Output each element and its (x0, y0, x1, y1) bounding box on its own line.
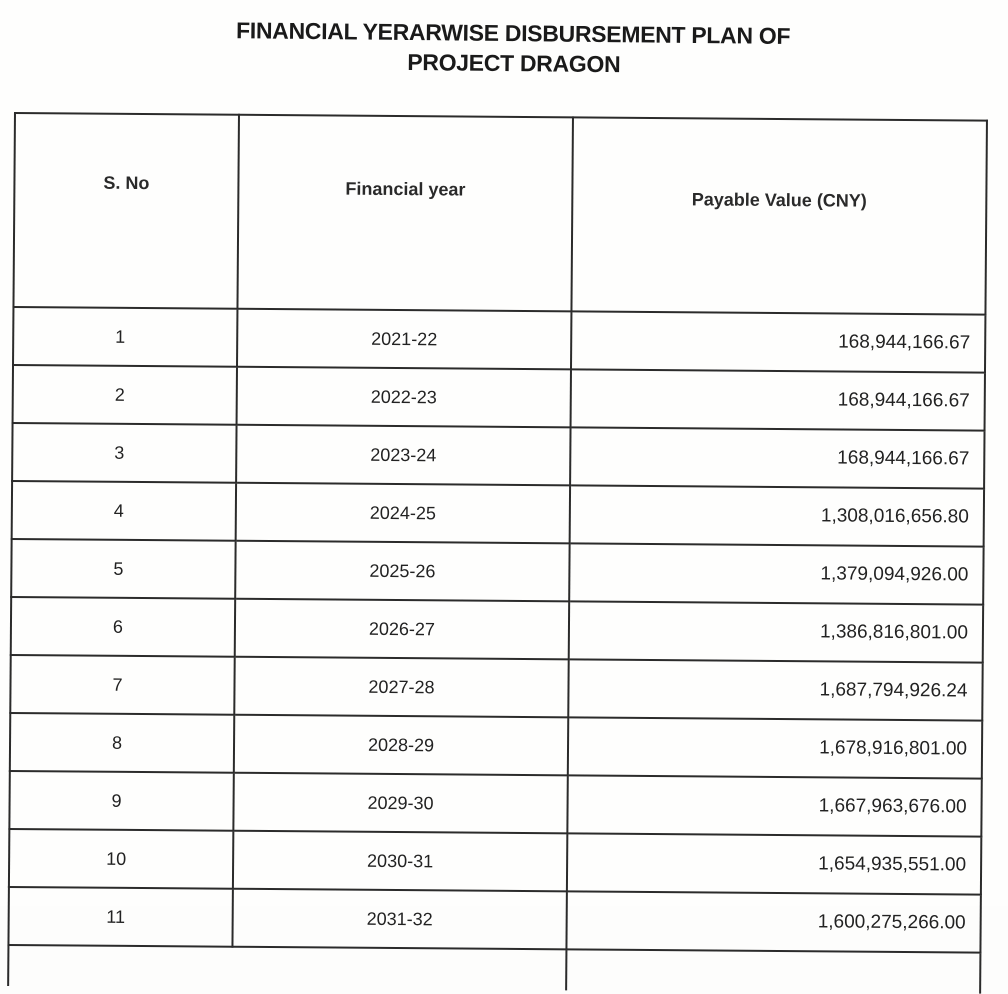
cell-payable-value: 1,379,094,926.00 (569, 543, 983, 604)
cell-financial-year: 2031-32 (232, 889, 566, 950)
cell-payable-value: 1,386,816,801.00 (569, 601, 983, 662)
cell-payable-value: 1,308,016,656.80 (570, 485, 984, 546)
cell-financial-year: 2026-27 (235, 599, 569, 660)
cell-payable-value: 1,654,935,551.00 (567, 833, 981, 894)
cell-sno: 7 (10, 655, 234, 715)
cell-payable-value: 1,600,275,266.00 (566, 891, 980, 952)
disbursement-table (7, 112, 988, 994)
table-header-row (13, 113, 986, 315)
cell-financial-year: 2025-26 (235, 541, 569, 602)
cell-financial-year: 2024-25 (236, 483, 570, 544)
table-row (9, 771, 981, 837)
title-line-2: PROJECT DRAGON (407, 48, 621, 78)
title-line-1: FINANCIAL YERARWISE DISBURSEMENT PLAN OF (235, 17, 791, 49)
cell-financial-year: 2021-22 (237, 309, 571, 370)
table-row (12, 423, 984, 489)
table-row (8, 887, 980, 953)
header-financial-year: Financial year (237, 115, 573, 312)
cell-sno: 6 (11, 597, 235, 657)
table-row (13, 307, 985, 373)
cell-financial-year: 2027-28 (234, 657, 568, 718)
cell-payable-value: 168,944,166.67 (570, 427, 984, 488)
cell-sno: 1 (13, 307, 237, 367)
table-row (11, 539, 983, 605)
cell-sno: 4 (12, 481, 236, 541)
cell-sno: 3 (12, 423, 236, 483)
cell-sno: 2 (13, 365, 237, 425)
cell-payable-value: 1,678,916,801.00 (568, 717, 982, 778)
cell-sno: 8 (10, 713, 234, 773)
header-sno: S. No (13, 113, 239, 309)
table-row-partial (8, 945, 980, 994)
cell-sno: 9 (9, 771, 233, 831)
cell-payable-value: 1,667,963,676.00 (567, 775, 981, 836)
table-row (12, 481, 984, 547)
table-row (11, 597, 983, 663)
cell-payable-value: 168,944,166.67 (571, 369, 985, 430)
cell-financial-year: 2030-31 (233, 831, 567, 892)
cell-financial-year: 2022-23 (237, 367, 571, 428)
document-title (0, 13, 1008, 84)
cell-sno: 11 (8, 887, 232, 947)
cell-financial-year: 2029-30 (233, 773, 567, 834)
table-row (13, 365, 985, 431)
cell-payable-value: 168,944,166.67 (571, 311, 985, 372)
table-row (10, 713, 982, 779)
cell-cut-off (8, 945, 566, 990)
cell-sno: 10 (9, 829, 233, 889)
table-row (10, 655, 982, 721)
cell-sno: 5 (11, 539, 235, 599)
cell-financial-year: 2023-24 (236, 425, 570, 486)
cell-financial-year: 2028-29 (234, 715, 568, 776)
disbursement-table-container (7, 112, 986, 994)
cell-cut-off-value (566, 949, 980, 993)
header-payable-value: Payable Value (CNY) (571, 117, 987, 314)
table-row (9, 829, 981, 895)
cell-payable-value: 1,687,794,926.24 (568, 659, 982, 720)
